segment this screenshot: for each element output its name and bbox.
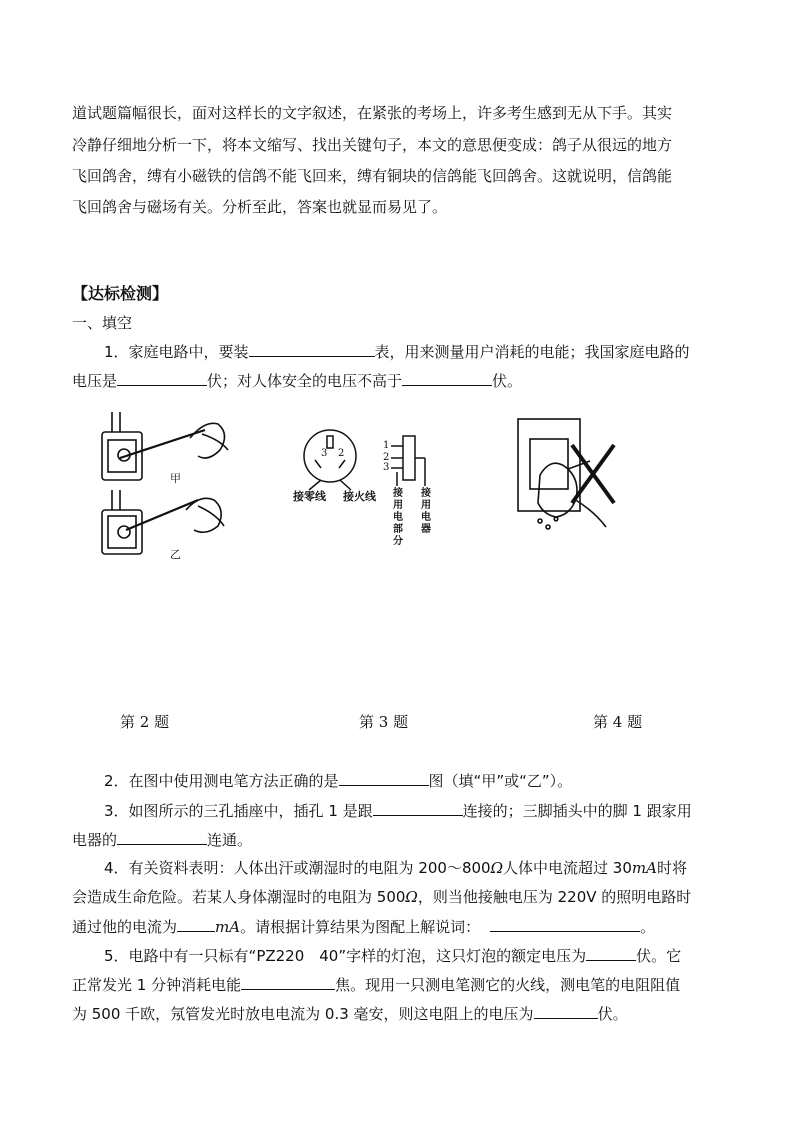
q1-blank-3[interactable] (402, 370, 492, 386)
label-live: 接火线 (343, 490, 376, 503)
q1-text-e: 伏。 (492, 372, 523, 390)
q1-blank-1[interactable] (249, 341, 375, 357)
q5-text-a: 5．电路中有一只标有“PZ220 40”字样的灯泡，这只灯泡的额定电压为 (104, 947, 587, 965)
label-appliance: 接用电器 (421, 488, 431, 535)
q4-text-h: 。 (640, 918, 656, 936)
q4-text-b: 人体中电流超过 30 (503, 859, 632, 877)
q1-text-c: 电压是 (72, 372, 118, 390)
section-title: 【达标检测】 (72, 284, 169, 303)
q1-text-d: 伏；对人体安全的电压不高于 (207, 372, 403, 390)
q3-blank-2[interactable] (117, 829, 207, 845)
q2-blank[interactable] (339, 770, 429, 786)
figure-4 (510, 415, 620, 535)
figure-2-caption: 第 2 题 (120, 713, 170, 731)
question-1-line-1 (104, 341, 690, 362)
q4-text-g: 。请根据计算结果为图配上解说词： (240, 918, 481, 936)
question-4-line-3 (72, 916, 655, 937)
q4-blank-1[interactable] (177, 916, 215, 932)
q5-text-b: 伏。它 (636, 947, 682, 965)
question-5-line-3 (72, 1003, 628, 1024)
question-1-line-2 (72, 370, 522, 391)
q5-blank-3[interactable] (534, 1003, 598, 1019)
label-appliance-part: 接用电部分 (393, 488, 403, 547)
figure-4-caption: 第 4 题 (593, 713, 643, 731)
q3-text-c: 电器的 (72, 831, 118, 849)
q4-omega-2: Ω (405, 888, 418, 906)
intro-line-2: 冷静仔细地分析一下，将本文缩写、找出关键句子，本文的意思便变成：鸽子从很远的地方 (72, 136, 673, 154)
q5-text-c: 正常发光 1 分钟消耗电能 (72, 976, 242, 994)
question-4-line-2 (72, 887, 691, 907)
q4-text-a: 4．有关资料表明：人体出汗或潮湿时的电阻为 200～800 (104, 859, 491, 877)
wet-hand-switch-illustration (510, 415, 620, 535)
label-neutral: 接零线 (293, 490, 326, 503)
q3-text-d: 连通。 (207, 831, 253, 849)
plug-pin-2: 2 (383, 452, 390, 463)
q4-text-f: 通过他的电流为 (72, 918, 178, 936)
plug-pin-3: 3 (383, 462, 390, 473)
question-5-line-2 (72, 974, 680, 995)
figure-3 (285, 428, 445, 558)
q2-text-a: 2．在图中使用测电笔方法正确的是 (104, 772, 339, 790)
q5-blank-1[interactable] (586, 945, 636, 961)
q4-text-e: ，则当他接触电压为 220V 的照明电路时 (417, 888, 692, 906)
section-subtitle: 一、填空 (72, 314, 133, 332)
q3-text-b: 连接的；三脚插头中的脚 1 跟家用 (462, 802, 692, 820)
question-5-line-1 (104, 945, 681, 966)
q1-text-b: 表，用来测量用户消耗的电能；我国家庭电路的 (374, 343, 690, 361)
socket-hole-3: 3 (321, 448, 328, 459)
socket-hole-2: 2 (338, 448, 345, 459)
figure-2 (90, 410, 250, 570)
q5-blank-2[interactable] (241, 974, 335, 990)
question-3-line-2 (72, 829, 252, 850)
q4-blank-2[interactable] (490, 916, 640, 932)
q4-omega-1: Ω (490, 859, 504, 877)
q1-blank-2[interactable] (117, 370, 207, 386)
question-2 (104, 770, 572, 791)
q5-text-e: 为 500 千欧，氖管发光时放电电流为 0.3 毫安，则这电阻上的电压为 (72, 1005, 534, 1023)
intro-line-1: 道试题篇幅很长，面对这样长的文字叙述，在紧张的考场上，许多考生感到无从下手。其实 (72, 104, 673, 122)
intro-line-3: 飞回鸽舍，缚有小磁铁的信鸽不能飞回来，缚有铜块的信鸽能飞回鸽舍。这就说明，信鸽能 (72, 167, 673, 185)
q5-text-d: 焦。现用一只测电笔测它的火线，测电笔的电阻阻值 (335, 976, 681, 994)
q4-ma-2: mA (215, 918, 241, 936)
q4-ma-1: mA (631, 859, 657, 877)
q4-text-d: 会造成生命危险。若某人身体潮湿时的电阻为 500 (72, 888, 406, 906)
figure-3-caption: 第 3 题 (359, 713, 409, 731)
plug-pin-1: 1 (383, 440, 390, 451)
question-3-line-1 (104, 800, 692, 821)
q1-text-a: 1．家庭电路中，要装 (104, 343, 249, 361)
q3-blank-1[interactable] (373, 800, 463, 816)
q2-text-b: 图（填“甲”或“乙”）。 (428, 772, 573, 790)
q4-text-c: 时将 (656, 859, 687, 877)
question-4-line-1 (104, 858, 687, 878)
intro-line-4: 飞回鸽舍与磁场有关。分析至此，答案也就显而易见了。 (72, 198, 448, 216)
figure-2-label-jia: 甲 (170, 472, 181, 485)
q5-text-f: 伏。 (597, 1005, 628, 1023)
figure-2-label-yi: 乙 (170, 548, 181, 561)
q3-text-a: 3．如图所示的三孔插座中，插孔 1 是跟 (104, 802, 373, 820)
